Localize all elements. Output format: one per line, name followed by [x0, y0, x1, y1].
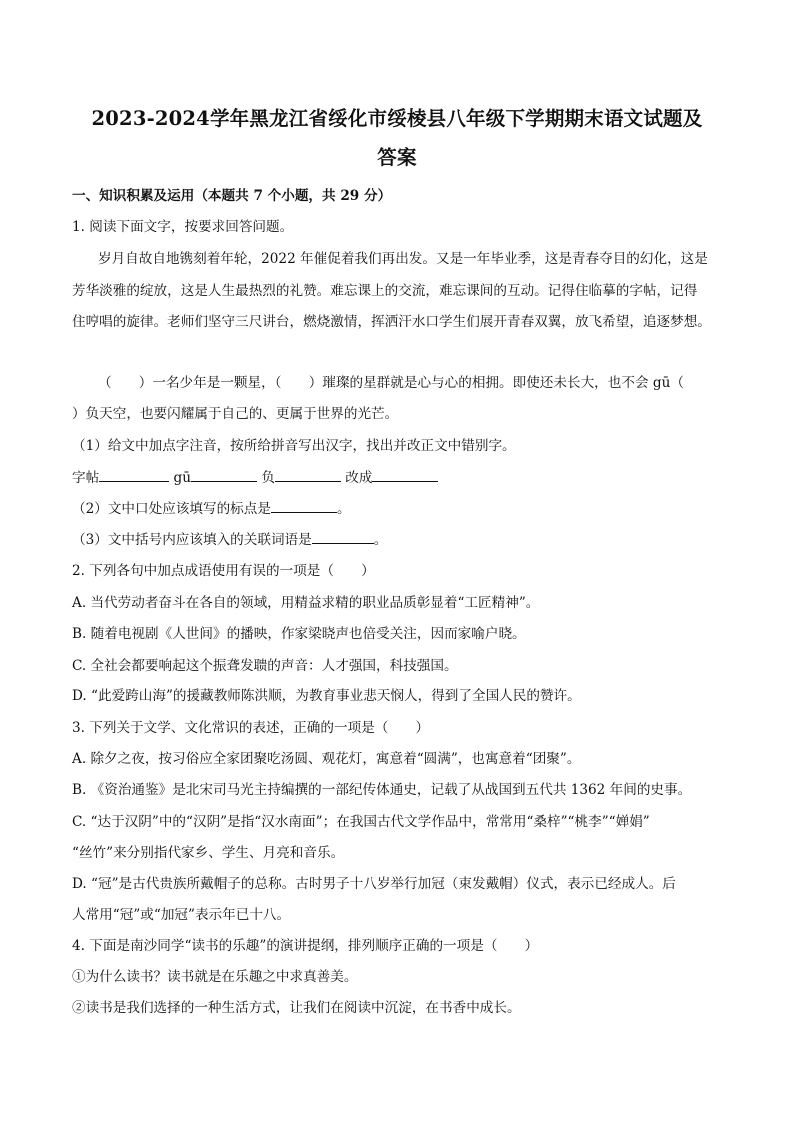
question-1-stem: 1. 阅读下面文字，按要求回答问题。	[72, 219, 294, 235]
sub2-text: （2）文中口处应该填写的标点是	[72, 501, 271, 517]
option-a: A. 除夕之夜，按习俗应全家团聚吃汤圆、观花灯，寓意着“圆满”，也寓意着“团聚”。	[72, 751, 581, 767]
sub3-end: 。	[373, 532, 388, 548]
passage-line: （ ）一名少年是一颗星，（ ）璀璨的星群就是心与心的相拥。即使还未长大，也不会 gū（	[98, 375, 684, 391]
passage-line: 岁月自故自地镌刻着年轮，2022 年催促着我们再出发。又是一年毕业季，这是青春夺目的幻化，这是	[98, 251, 708, 267]
option-b: B. 随着电视剧《人世间》的播映，作家梁晓声也倍受关注，因而家喻户晓。	[72, 626, 526, 642]
answer-blank[interactable]	[191, 467, 257, 482]
question-1-sub3	[72, 529, 732, 550]
question-3-stem: 3. 下列关于文学、文化常识的表述，正确的一项是（ ）	[72, 720, 430, 736]
document-title-line2: 答案	[377, 146, 417, 169]
option-c-cont: “丝竹”来分别指代家乡、学生、月亮和音乐。	[72, 845, 345, 861]
passage-line: 住哼唱的旋律。老师们坚守三尺讲台，燃烧激情，挥洒汗水口学生们展开青春双翼，放飞希望，追逐梦想。	[72, 314, 711, 330]
answer-blank[interactable]	[275, 467, 341, 482]
question-1-sub2	[72, 498, 732, 519]
answer-blanks-row	[72, 467, 732, 488]
option-a: A. 当代劳动者奋斗在各自的领域，用精益求精的职业品质彰显着“工匠精神”。	[72, 595, 540, 611]
option-d: D. “冠”是古代贵族所戴帽子的总称。古时男子十八岁举行加冠（束发戴帽）仪式，表示已经成人。后	[72, 876, 676, 892]
question-4-stem: 4. 下面是南沙同学“读书的乐趣”的演讲提纲，排列顺序正确的一项是（ ）	[72, 938, 539, 954]
answer-blank[interactable]	[99, 467, 169, 482]
sub2-end: 。	[336, 501, 351, 517]
blank-label: gū	[173, 470, 191, 486]
passage-line: ）负天空，也要闪耀属于自己的、更属于世界的光芒。	[72, 406, 399, 422]
answer-blank[interactable]	[312, 529, 374, 544]
blank-label: 改成	[345, 470, 373, 486]
passage-line: 芳华淡雅的绽放，这是人生最热烈的礼赞。难忘课上的交流，难忘课间的互动。记得住临摹的字帖，记得	[72, 283, 698, 299]
blank-label: 负	[261, 470, 275, 486]
answer-blank[interactable]	[372, 467, 438, 482]
outline-item: ②读书是我们选择的一种生活方式，让我们在阅读中沉淀，在书香中成长。	[72, 1000, 521, 1016]
document-title-line1: 2023-2024学年黑龙江省绥化市绥棱县八年级下学期期末语文试题及	[91, 107, 703, 130]
blank-label: 字帖	[72, 470, 100, 486]
answer-blank[interactable]	[271, 498, 337, 513]
option-c: C. “达于汉阴”中的“汉阴”是指“汉水南面”；在我国古代文学作品中，常常用“桑梓”“桃李”“婵娟”	[72, 814, 650, 830]
outline-item: ①为什么读书？读书就是在乐趣之中求真善美。	[72, 969, 358, 985]
section-heading: 一、知识积累及运用（本题共 7 个小题，共 29 分）	[72, 188, 392, 204]
option-d-cont: 人常用“冠”或“加冠”表示年已十八。	[72, 907, 291, 923]
question-1-sub1: （1）给文中加点字注音，按所给拼音写出汉字，找出并改正文中错别字。	[72, 438, 516, 454]
option-c: C. 全社会都要响起这个振聋发聩的声音：人才强国，科技强国。	[72, 658, 458, 674]
option-b: B. 《资治通鉴》是北宋司马光主持编撰的一部纪传体通史，记载了从战国到五代共 1362 年间的史事。	[72, 782, 692, 798]
option-d: D. “此爱跨山海”的援藏教师陈洪顺，为教育事业悲天悯人，得到了全国人民的赞许。	[72, 688, 581, 704]
question-2-stem: 2. 下列各句中加点成语使用有误的一项是（ ）	[72, 563, 375, 579]
sub3-text: （3）文中括号内应该填入的关联词语是	[72, 532, 312, 548]
